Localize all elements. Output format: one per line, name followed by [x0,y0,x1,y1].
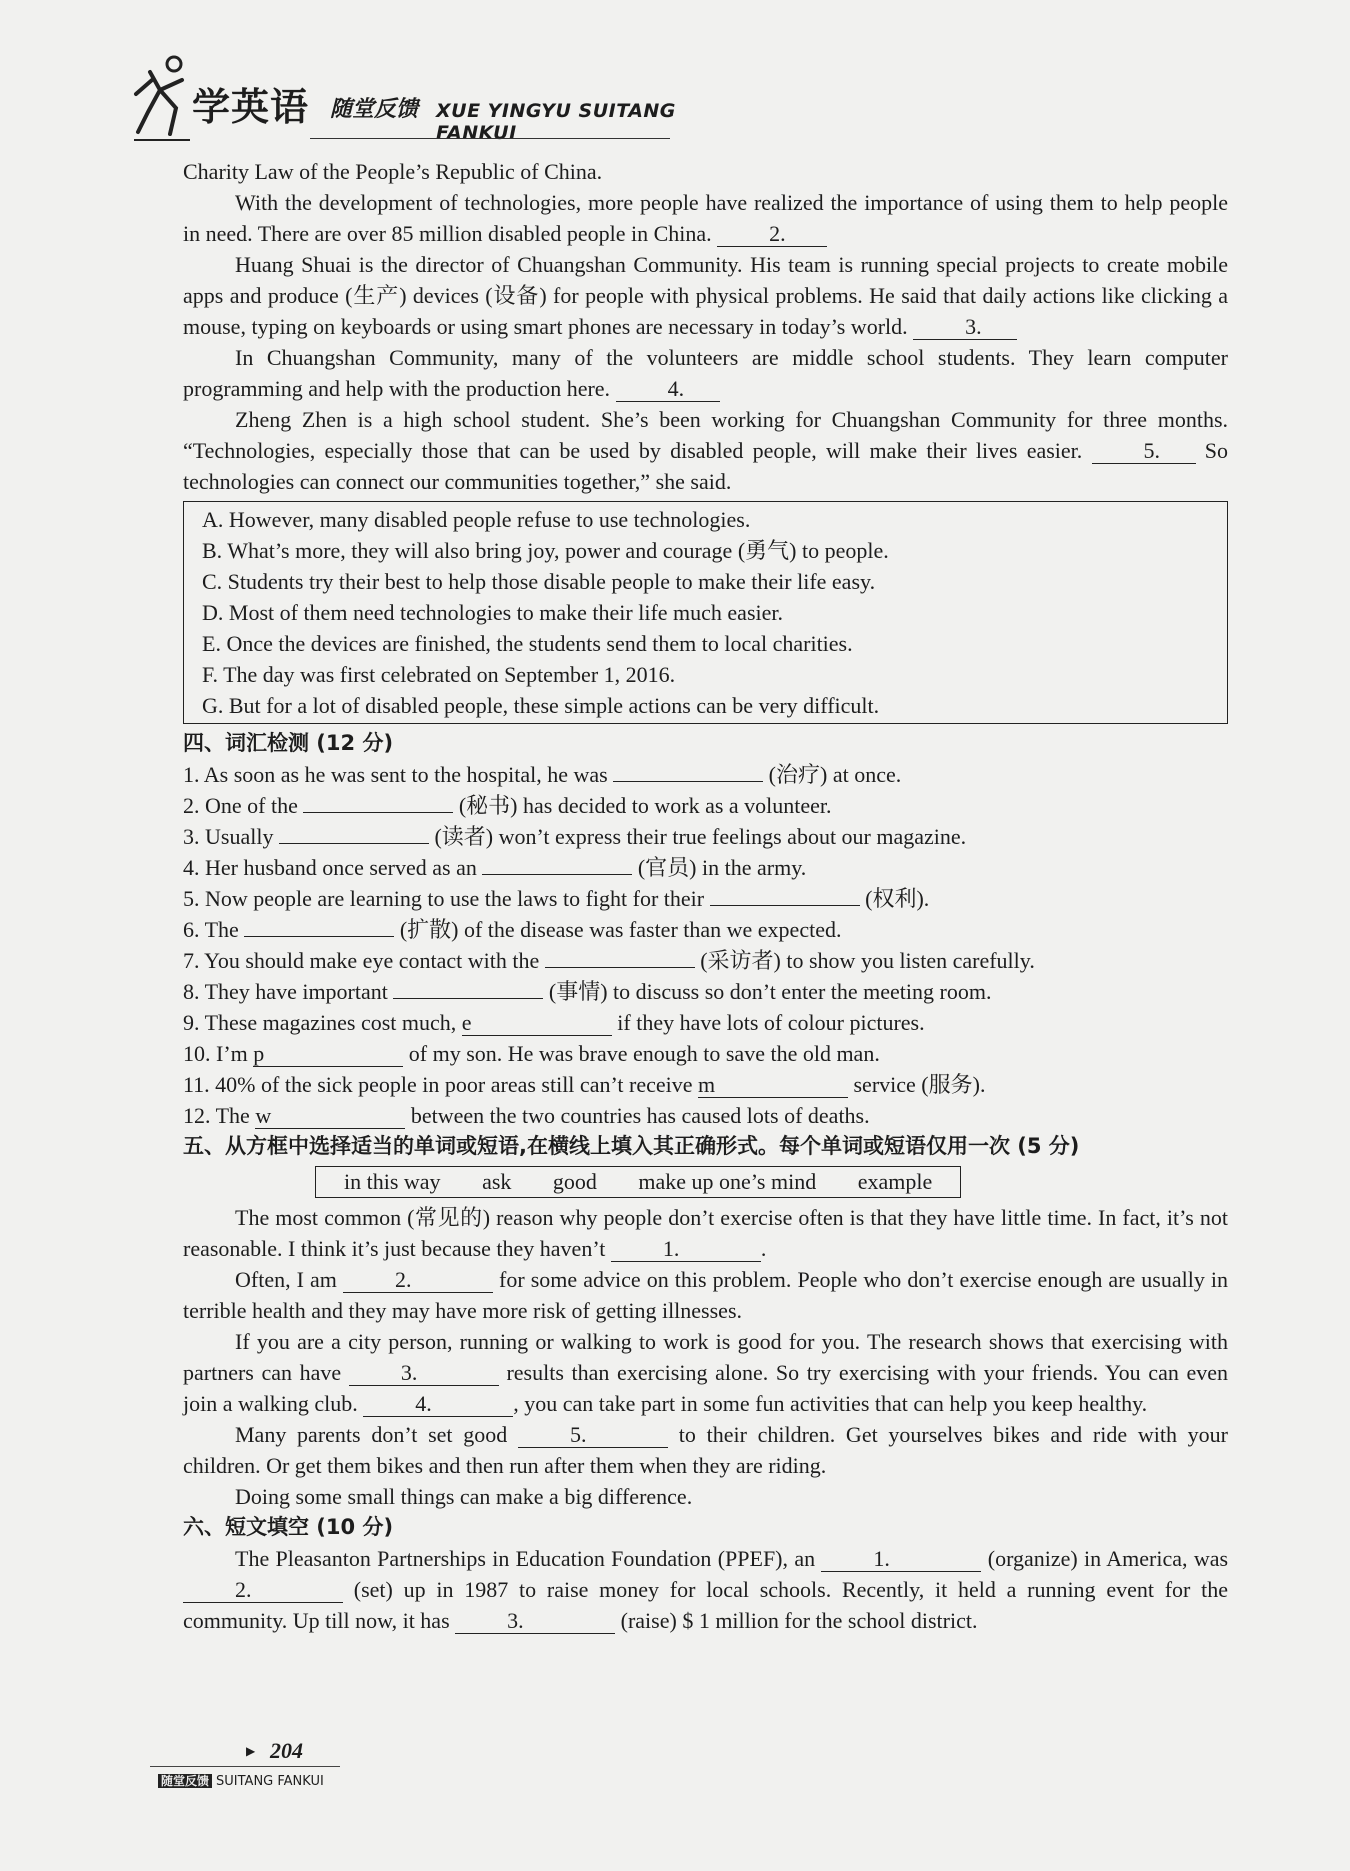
options-box [183,501,1228,724]
answer-blank-4[interactable]: 4. [616,377,720,402]
option-item: F. The day was first celebrated on September 1, 2016. [202,662,676,687]
reading-paragraph: Huang Shuai is the director of Chuangshan Community. His team is running special projects to create mobile apps and produce (生产) devices (设备) for people with physical problems. He said that daily actions like clicking a mouse, typing on keyboards or using smart phones are necessary in today’s world. 3. [183,252,1228,339]
answer-blank-2[interactable]: 2. [183,1578,343,1603]
vocab-question: 11. 40% of the sick people in poor areas still can’t receive m service (服务). [183,1072,986,1097]
answer-blank-4[interactable]: 4. [363,1392,513,1417]
header-pinyin: XUE YINGYU SUITANG FANKUI [436,100,676,144]
passage-paragraph: Doing some small things can make a big difference. [235,1484,693,1509]
vocab-blank[interactable] [613,781,763,782]
vocab-blank[interactable]: p [253,1042,403,1067]
vocab-blank[interactable] [393,998,543,999]
vocab-blank[interactable]: m [698,1073,848,1098]
triangle-icon: ▶ [246,1744,256,1758]
option-item: C. Students try their best to help those disable people to make their life easy. [202,569,876,594]
word-bank-item: example [857,1169,933,1194]
footer-brand-en: SUITANG FANKUI [216,1774,324,1789]
section-4-title: 四、词汇检测 (12 分) [183,731,394,755]
passage-paragraph: Many parents don’t set good 5. to their children. Get yourselves bikes and ride with your children. Or get them bikes and then run after them when they are riding. [183,1422,1229,1478]
vocab-question: 12. The w between the two countries has caused lots of deaths. [183,1103,870,1128]
vocab-question: 10. I’m p of my son. He was brave enough to save the old man. [183,1041,880,1066]
page-footer [150,1738,410,1798]
word-bank-item: good [552,1169,597,1194]
vocab-question: 8. They have important (事情) to discuss so don’t enter the meeting room. [183,979,992,1004]
answer-blank-3[interactable]: 3. [455,1609,615,1634]
vocab-question: 2. One of the (秘书) has decided to work as a volunteer. [183,793,832,818]
page-number: 204 [270,1738,303,1763]
passage-paragraph: The most common (常见的) reason why people don’t exercise often is that they have little time. In fact, it’s not reasonable. I think it’s just because they haven’t 1. . [183,1205,1228,1261]
section-5-passage [183,1202,1228,1512]
answer-blank-3[interactable]: 3. [913,315,1017,340]
vocab-question: 5. Now people are learning to use the laws to fight for their (权利). [183,886,930,911]
reading-passage [183,156,1228,497]
option-item: G. But for a lot of disabled people, these simple actions can be very difficult. [202,693,880,718]
vocab-question: 3. Usually (读者) won’t express their true feelings about our magazine. [183,824,967,849]
section-6-title: 六、短文填空 (10 分) [183,1515,394,1539]
word-bank-item: make up one’s mind [638,1169,817,1194]
vocab-question: 6. The (扩散) of the disease was faster than we expected. [183,917,842,942]
option-item: A. However, many disabled people refuse to use technologies. [202,507,751,532]
footer-brand-cn: 随堂反馈 [158,1774,212,1788]
passage-paragraph: If you are a city person, running or walking to work is good for you. The research shows that exercising with partners can have 3. results than exercising alone. So try exercising with your friends. You can even join a walking club. 4. , you can take part in some fun activities that can help you keep healthy. [183,1329,1228,1416]
vocab-question: 7. You should make eye contact with the (采访者) to show you listen carefully. [183,948,1035,973]
vocabulary-questions [183,759,1228,1131]
word-bank-item: ask [482,1169,512,1194]
option-item: E. Once the devices are finished, the students send them to local charities. [202,631,853,656]
vocab-blank[interactable] [482,874,632,875]
footer-brand [158,1772,324,1789]
vocab-blank[interactable] [279,843,429,844]
vocab-blank[interactable]: w [255,1104,405,1129]
word-bank [315,1166,961,1198]
vocab-blank[interactable] [545,967,695,968]
reading-paragraph: With the development of technologies, more people have realized the importance of using them to help people in need. There are over 85 million disabled people in China. 2. [183,190,1228,246]
vocab-blank[interactable] [710,905,860,906]
header-title: 学英语 [192,85,310,129]
vocab-blank[interactable] [244,936,394,937]
answer-blank-1[interactable]: 1. [821,1547,981,1572]
word-bank-item: in this way [344,1169,441,1194]
vocab-blank[interactable]: e [462,1011,612,1036]
page-content [183,156,1228,1636]
option-item: D. Most of them need technologies to make their life much easier. [202,600,784,625]
passage-paragraph: Often, I am 2. for some advice on this problem. People who don’t exercise enough are usually in terrible health and they may have more risk of getting illnesses. [183,1267,1229,1323]
answer-blank-5[interactable]: 5. [1092,439,1196,464]
passage-paragraph: The Pleasanton Partnerships in Education Foundation (PPEF), an 1. (organize) in America, was 2. (set) up in 1987 to raise money for local schools. Recently, it held a running event for the community. Up till now, it has 3. (raise) $ 1 million for the school district. [183,1546,1229,1633]
option-item: B. What’s more, they will also bring joy, power and courage (勇气) to people. [202,538,889,563]
runner-logo-icon [130,50,200,145]
answer-blank-3[interactable]: 3. [349,1361,499,1386]
reading-paragraph: Zheng Zhen is a high school student. She’s been working for Chuangshan Community for three months. “Technologies, especially those that can be used by disabled people, will make their lives easier. 5. So technologies can connect our communities together,” she said. [183,407,1228,494]
answer-blank-1[interactable]: 1. [611,1237,761,1262]
section-6-passage [183,1543,1228,1636]
section-5-title: 五、从方框中选择适当的单词或短语,在横线上填入其正确形式。每个单词或短语仅用一次 (5 分) [183,1134,1080,1158]
header-subtitle: 随堂反馈 [330,97,419,122]
answer-blank-5[interactable]: 5. [518,1423,668,1448]
reading-paragraph: Charity Law of the People’s Republic of China. [183,159,603,184]
vocab-question: 9. These magazines cost much, e if they have lots of colour pictures. [183,1010,925,1035]
page-header [130,50,690,145]
vocab-question: 1. As soon as he was sent to the hospital, he was (治疗) at once. [183,762,902,787]
answer-blank-2[interactable]: 2. [717,222,827,247]
header-rule [310,138,670,139]
footer-rule [150,1766,340,1767]
answer-blank-2[interactable]: 2. [343,1268,493,1293]
reading-paragraph: In Chuangshan Community, many of the volunteers are middle school students. They learn computer programming and help with the production here. 4. [183,345,1228,401]
vocab-blank[interactable] [303,812,453,813]
vocab-question: 4. Her husband once served as an (官员) in the army. [183,855,807,880]
